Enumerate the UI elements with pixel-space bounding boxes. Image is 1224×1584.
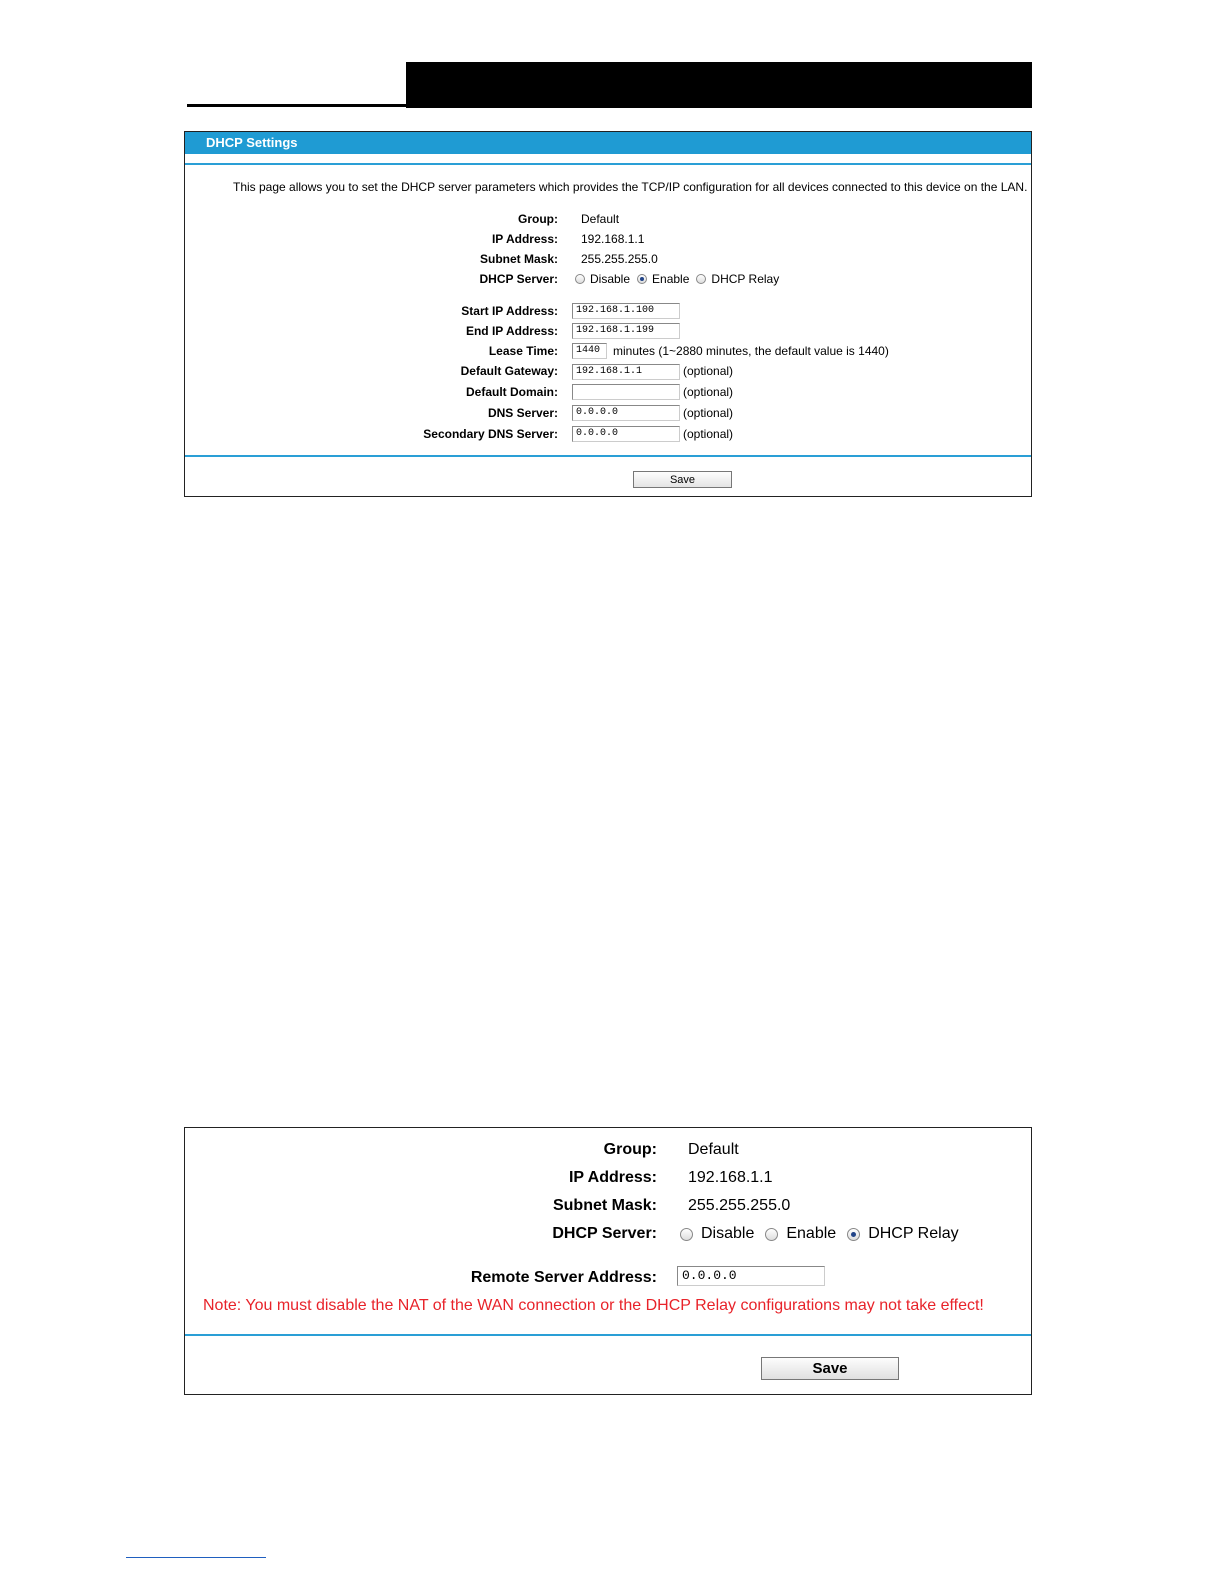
- ip-address-label: IP Address:: [568, 1169, 657, 1186]
- radio-dhcp-relay[interactable]: [847, 1228, 860, 1241]
- radio-dhcp-relay[interactable]: [696, 274, 706, 284]
- intro-text: This page allows you to set the DHCP server parameters which provides the TCP/IP configuration for all devices connected to this device on the LAN.: [233, 180, 1028, 194]
- relay-warning-note: Note: You must disable the NAT of the WAN connection or the DHCP Relay configurations may not take effect!: [203, 1297, 984, 1314]
- ip-address-value: 192.168.1.1: [581, 232, 645, 246]
- dhcp-server-radio-group: [575, 272, 786, 286]
- remote-server-label: Remote Server Address:: [470, 1269, 657, 1286]
- dhcp-settings-panel: [184, 131, 1032, 497]
- save-button[interactable]: Save: [633, 471, 732, 488]
- default-domain-input[interactable]: [572, 384, 680, 400]
- secondary-dns-label: Secondary DNS Server:: [423, 427, 558, 441]
- divider: [185, 1334, 1031, 1336]
- group-label: Group:: [603, 1141, 657, 1158]
- start-ip-input[interactable]: 192.168.1.100: [572, 303, 680, 319]
- domain-optional: (optional): [683, 385, 734, 399]
- radio-enable-label[interactable]: Enable: [786, 1225, 837, 1242]
- end-ip-input[interactable]: 192.168.1.199: [572, 323, 680, 339]
- panel-title: DHCP Settings: [206, 135, 298, 150]
- default-domain-label: Default Domain:: [465, 385, 558, 399]
- radio-disable[interactable]: [575, 274, 585, 284]
- radio-disable-label[interactable]: Disable: [590, 272, 631, 286]
- dhcp-server-radio-group: [680, 1225, 970, 1243]
- group-value: Default: [581, 212, 620, 226]
- save-button[interactable]: Save: [761, 1357, 899, 1380]
- radio-disable[interactable]: [680, 1228, 693, 1241]
- radio-dhcp-relay-label[interactable]: DHCP Relay: [711, 272, 780, 286]
- gateway-optional: (optional): [683, 364, 734, 378]
- lease-time-label: Lease Time:: [488, 344, 558, 358]
- default-gateway-input[interactable]: 192.168.1.1: [572, 364, 680, 380]
- radio-enable[interactable]: [765, 1228, 778, 1241]
- ip-address-label: IP Address:: [491, 232, 558, 246]
- panel-title-bar: [185, 132, 1031, 154]
- dhcp-server-label: DHCP Server:: [552, 1225, 657, 1242]
- radio-enable[interactable]: [637, 274, 647, 284]
- radio-enable-label[interactable]: Enable: [652, 272, 690, 286]
- ip-address-value: 192.168.1.1: [688, 1169, 773, 1186]
- dns-optional: (optional): [683, 406, 734, 420]
- subnet-mask-value: 255.255.255.0: [688, 1197, 791, 1214]
- radio-disable-label[interactable]: Disable: [701, 1225, 755, 1242]
- dhcp-server-label: DHCP Server:: [479, 272, 558, 286]
- group-value: Default: [688, 1141, 739, 1158]
- dns-server-label: DNS Server:: [487, 406, 558, 420]
- dns2-optional: (optional): [683, 427, 734, 441]
- dhcp-relay-panel: [184, 1127, 1032, 1395]
- dns-server-input[interactable]: 0.0.0.0: [572, 405, 680, 421]
- secondary-dns-input[interactable]: 0.0.0.0: [572, 426, 680, 442]
- end-ip-label: End IP Address:: [465, 324, 558, 338]
- lease-time-input[interactable]: 1440: [572, 343, 607, 359]
- header-underline: [187, 104, 409, 107]
- divider: [185, 455, 1031, 457]
- subnet-mask-value: 255.255.255.0: [581, 252, 658, 266]
- footer-link-underline: [126, 1557, 266, 1558]
- lease-time-note: minutes (1~2880 minutes, the default value is 1440): [613, 344, 889, 358]
- radio-dhcp-relay-label[interactable]: DHCP Relay: [868, 1225, 959, 1242]
- default-gateway-label: Default Gateway:: [460, 364, 558, 378]
- header-bar: [406, 62, 1032, 108]
- divider: [185, 163, 1031, 165]
- subnet-mask-label: Subnet Mask:: [552, 1197, 657, 1214]
- group-label: Group:: [518, 212, 558, 226]
- start-ip-label: Start IP Address:: [461, 304, 558, 318]
- subnet-mask-label: Subnet Mask:: [479, 252, 558, 266]
- remote-server-input[interactable]: 0.0.0.0: [677, 1266, 825, 1286]
